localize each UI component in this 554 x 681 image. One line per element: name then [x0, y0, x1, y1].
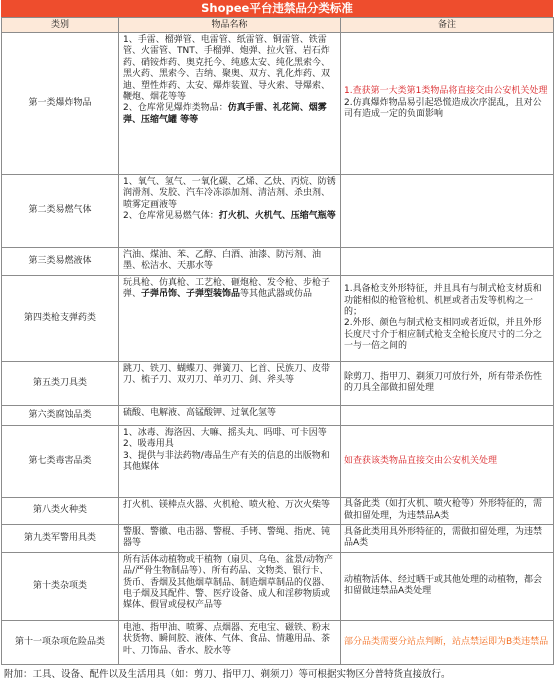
item-tail: 等其他武器或仿品	[240, 289, 313, 300]
category-cell: 第六类腐蚀品类	[2, 405, 119, 425]
table-row	[2, 361, 554, 405]
item-names-cell	[119, 175, 341, 248]
item-paragraph	[123, 177, 336, 211]
item-text: 玩具枪、仿真枪、工艺枪、砸炮枪、发令枪、步枪子弹、	[123, 277, 331, 300]
item-names-cell	[119, 552, 341, 620]
category-cell: 第九类军警用具类	[2, 524, 119, 552]
prohibited-items-sheet	[1, 0, 553, 681]
note-text: 2.外形、颜色与制式枪支相同或者近似，并且外形长度尺寸介于相应制式枪支全枪长度尺寸的二分之一与一倍之间的	[344, 318, 543, 352]
table-row	[2, 33, 554, 175]
item-names-cell	[119, 497, 341, 524]
category-cell: 第一类爆炸物品	[2, 33, 119, 175]
column-header-item-name: 物品名称	[119, 18, 341, 33]
category-cell: 第十一项杂项危险品类	[2, 620, 119, 664]
note-text: 具备此类用具外形特征的，需做扣留处理，为违禁品A类	[344, 526, 543, 549]
table-row	[2, 248, 554, 276]
notes-cell	[341, 361, 554, 405]
table-row	[2, 175, 554, 248]
notes-cell	[341, 248, 554, 276]
column-header-notes: 备注	[341, 18, 554, 33]
item-paragraph	[123, 451, 336, 474]
notes-cell	[341, 405, 554, 425]
notes-cell	[341, 33, 554, 175]
item-paragraph	[123, 103, 336, 126]
item-paragraph	[123, 35, 336, 103]
item-text: 跳刀、铁刀、蝴蝶刀、弹簧刀、匕首、民族刀、皮带刀、梳子刀、双刃刀、单刃刀、剑、斧头等	[123, 363, 331, 386]
header-row	[2, 18, 554, 33]
item-text: 1、氧气、氢气、一氧化碳、乙烯、乙炔、丙烷、防锈润滑剂、发胶、汽车冷冻添加剂、清洁剂、杀虫剂、喷雾定画液等	[123, 177, 336, 210]
note-text: 除剪刀、指甲刀、剃须刀可放行外，所有带杀伤性的刀具全部做扣留处理	[344, 371, 543, 394]
category-cell: 第八类火种类	[2, 497, 119, 524]
notes-cell	[341, 552, 554, 620]
item-text: 所有活体动植物或干植物（扇贝、乌龟、盆景/动物产品/严骨生物制品等）、所有药品、文物类、银行卡、货币、香烟及其他烟草制品、制造烟草制品的仪器、电子烟及其配件、警、医疗设备、成人和淫秽物质或媒体、假冒或侵权产品等	[123, 554, 334, 611]
item-text: 1、冰毒、海洛因、大嘛、摇头丸、吗啡、可卡因等	[123, 427, 327, 438]
item-names-cell	[119, 425, 341, 497]
item-names-cell	[119, 620, 341, 664]
category-cell: 第二类易燃气体	[2, 175, 119, 248]
sheet-title: Shopee平台违禁品分类标准	[1, 0, 553, 17]
item-paragraph	[123, 250, 336, 273]
item-names-cell	[119, 33, 341, 175]
item-paragraph	[123, 408, 336, 419]
item-paragraph	[123, 211, 336, 222]
note-text: 部分品类需要分站点判断，站点禁运即为B类违禁品	[344, 636, 549, 647]
item-text: 汽油、煤油、苯、乙醇、白酒、油漆、防污剂、油墨、松洁水、天那水等	[123, 250, 322, 272]
item-paragraph	[123, 527, 336, 550]
item-paragraph	[123, 428, 336, 439]
category-cell: 第三类易燃液体	[2, 248, 119, 276]
item-names-cell	[119, 405, 341, 425]
notes-cell	[341, 497, 554, 524]
note-text: 2.仿真爆炸物品易引起恐慌造成次序混乱，且对公司有造成一定的负面影响	[344, 97, 542, 120]
table-row	[2, 552, 554, 620]
classification-table	[1, 17, 554, 665]
note-text: 具备此类（如打火机、喷火枪等）外形特征的，需做扣留处理，为违禁品A类	[344, 499, 543, 521]
item-names-cell	[119, 275, 341, 361]
notes-cell	[341, 175, 554, 248]
item-paragraph	[123, 278, 336, 301]
item-text: 打火机、镁棒点火器、火机枪、喷火枪、万次火柴等	[123, 499, 331, 510]
table-row	[2, 497, 554, 524]
table-row	[2, 425, 554, 497]
category-cell: 第五类刀具类	[2, 361, 119, 405]
item-text: 警服、警徽、电击器、警棍、手铐、警绳、指虎、钝器等	[123, 526, 331, 549]
footnote: 附加：工具、设备、配件以及生活用具（如：剪刀、指甲刀、剃须刀）等可根据实物区分普特货直接放行。	[4, 668, 451, 680]
table-row	[2, 524, 554, 552]
item-paragraph	[123, 500, 336, 511]
table-row	[2, 405, 554, 425]
item-paragraph	[123, 364, 336, 387]
table-row	[2, 275, 554, 361]
item-paragraph	[123, 439, 336, 450]
item-text: 电池、指甲油、喷雾、点烟器、充电宝、磁铁、粉末状货物、瞬间胶、液体、气体、食品、情趣用品、茶叶、刀饰品、香水、胶水等	[123, 622, 331, 656]
item-names-cell	[119, 524, 341, 552]
item-text: 2、吸毒用具	[123, 439, 174, 450]
item-text: 硫酸、电解液、高锰酸钾、过氧化氢等	[123, 407, 277, 418]
column-header-category: 类别	[2, 18, 119, 33]
item-text: 2、仓库常见爆炸类物品：	[123, 103, 228, 114]
item-text: 1、手雷、榴弹管、电雷管、纸雷管、铜雷管、铁雷管、火雷管、TNT、手榴弹、炮弹、拉火管、岩石炸药、硝铵炸药、奥克托今、纯感太安、纯化黑索今、黑火药、黑索今、吉纳、聚奥、双方、乳化炸药、双迪、塑性炸药、太安、爆炸装置、导火索、导爆索、鞭炮、烟花等等	[123, 35, 331, 103]
item-text: 2、仓库常见易燃气体：	[123, 211, 219, 222]
item-names-cell	[119, 361, 341, 405]
note-text: 动植物活体、经过晒干或其他处理的动植物，都会扣留做违禁品A类处理	[344, 574, 543, 597]
item-names-cell	[119, 248, 341, 276]
item-highlight: 子弹吊饰、子弹型装饰品	[141, 289, 241, 300]
table-row	[2, 620, 554, 664]
category-cell: 第四类枪支弹药类	[2, 275, 119, 361]
note-text: 1.具备枪支外形特征，并且具有与制式枪支材质和功能相似的枪管枪机、机匣或者击发等机构之一的；	[344, 284, 542, 317]
item-highlight: 打火机、火机气、压缩气瓶等	[218, 211, 336, 222]
category-cell: 第十类杂项类	[2, 552, 119, 620]
notes-cell	[341, 620, 554, 664]
note-text: 1.查获第一大类第1类物品将直接交由公安机关处理	[344, 86, 548, 97]
item-paragraph	[123, 623, 336, 657]
notes-cell	[341, 524, 554, 552]
note-text: 如查获该类物品直接交由公安机关处理	[344, 455, 498, 466]
notes-cell	[341, 275, 554, 361]
category-cell: 第七类毒害品类	[2, 425, 119, 497]
item-highlight: 仿真手雷、礼花筒、烟雾弹、压缩气罐 等等	[123, 103, 327, 125]
item-paragraph	[123, 555, 336, 612]
item-text: 3、提供与非法药物/毒品生产有关的信息的出版物和其他媒体	[123, 450, 330, 473]
table-body	[2, 33, 554, 665]
notes-cell	[341, 425, 554, 497]
